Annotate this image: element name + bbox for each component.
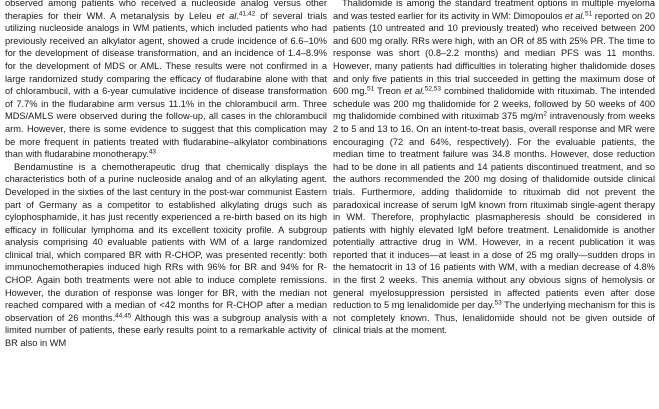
unit-superscript: 2 — [543, 110, 547, 118]
text-run: Treon — [374, 86, 405, 97]
citation-ref: 44,45 — [115, 312, 132, 320]
paragraph-bendamustine — [5, 161, 327, 350]
text-run: combined thalidomide with rituximab. The intended schedule was 200 mg thalidomide for 2 weeks, followed by 50 weeks of 400 mg thalidomide combined with rituximab 375 mg/m — [333, 86, 655, 122]
citation-ref: 41,42 — [238, 10, 256, 18]
left-column — [5, 0, 327, 350]
citation-ref: 43 — [148, 148, 157, 156]
paragraph-thalidomide — [333, 0, 655, 337]
text-run: observed among patients who received a nucleoside analog versus other therapies for their WM. A metanalysis by Leleu — [5, 0, 327, 21]
citation-ref: 51 — [584, 10, 593, 18]
citation-ref: 53 — [494, 299, 502, 307]
et-al-italic: et al. — [404, 86, 425, 97]
text-run: intravenously from weeks 2 to 5 and 13 to 16. On an intent-to-treat basis, overall response and MR were encouraging (72 and 64%, respectively). For the evaluable patients, the median time to treatment failure was 34.8 months. However, dose reduction had to be done in all patients and 14 patients discontinued treatment, and so the authors recommended the 200 mg dosing of thalidomide outside clinical trials. Furthermore, adding thalidomide to rituximab did not prevent the paradoxical increase of serum IgM known from rituximab single-agent therapy in WM. Therefore, prophylactic plasmapheresis should be considered in patients with highly elevated IgM before treatment. Lenalidomide is another potentially attractive drug in WM. However, in a recent publication it was reported that it induces—at least in a dose of 25 mg orally—sudden drops in the hematocrit in 13 of 16 patients with WM, with a median decrease of 4.8% in the first 2 weeks. This anemia without any obvious signs of hemolysis or general myelosuppression persisted in affected patients even after dose reduction to 5 mg lenalidomide per day. — [333, 111, 656, 311]
citation-ref: 51 — [366, 85, 375, 93]
text-run: of several trials utilizing nucleoside analogs in WM patients, which included patients who had previously received an alkylator agent, showed a crude incidence of 6.6–10% for the development of disease transformation, and an incidence of 1.4–8.9% for the development of MDS or AML. These results were not confirmed in a large randomized study comparing the efficacy of fludarabine alone with that of chlorambucil, with a 6-year cumulative incidence of disease transformation of 7.7% in the fludarabine arm versus 11.1% in the chlorambucil arm. Three MDS/AMLS were observed during the follow-up, all cases in the chlorambucil arm. However, there is some evidence to suggest that this complication may be more frequent in patients treated with fludarabine–alkylator combinations than with fludarabine monotherapy. — [5, 10, 327, 160]
right-column — [333, 0, 655, 337]
text-run: reported on 20 patients (10 untreated and 10 previously treated) who received between 200 and 600 mg orally. RRs were high, with an OR of 85 with 25% PR. The time to response was short (0.8–2.2 months) and median PFS was 11 months. However, many patients had difficulties in tolerating higher thalidomide doses and only five patients in this trial succeeded in getting the maximum dose of 600 mg. — [333, 10, 655, 97]
citation-ref: 52,53 — [424, 85, 442, 93]
paragraph-nucleoside-analog-risk — [5, 0, 327, 161]
et-al-italic: et al. — [564, 10, 585, 21]
text-run: Bendamustine is a chemotherapeutic drug that chemically displays the characteristics both of a purine nucleoside analog and of an alkylating agent. Developed in the sixties of the last century in the post-war communist Eastern part of Germany as a competitor to established alkylating drugs such as cylophosphamide, it has just recently experienced a re-birth based on its high efficacy in follicular lymphoma and its excellent toxicity profile. A subgroup analysis comprising 40 evaluable patients with WM of a large randomized clinical trial, which compared BR with R-CHOP, was presented recently: both immunochemotherapies induced high RRs with 96% for BR and 94% for R-CHOP. Again both treatments were not able to induce complete remissions. However, the duration of response was longer for BR, with the median not reached compared with a median of <42 months for R-CHOP after a median observation of 26 months. — [5, 161, 327, 323]
text-run: The underlying mechanism for this is not completely known. Thus, lenalidomide should not be given outside of clinical trials at the moment. — [333, 300, 655, 336]
text-run: Although this was a subgroup analysis with a limited number of patients, these early results point to a remarkable activity of BR also in WM — [5, 312, 327, 349]
text-run: Thalidomide is among the standard treatment options in multiple myeloma and was tested earlier for its activity in WM: Dimopoulos — [333, 0, 655, 21]
et-al-italic: et al. — [216, 10, 239, 21]
